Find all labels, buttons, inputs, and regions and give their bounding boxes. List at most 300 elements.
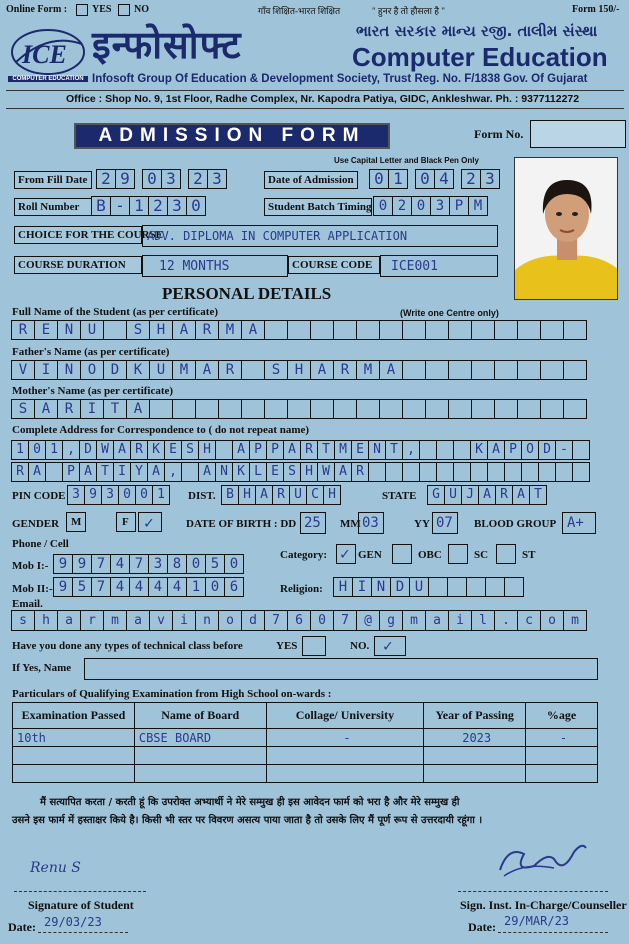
char-cell[interactable]: A [34, 399, 58, 419]
cell-exam[interactable] [13, 747, 135, 765]
char-cell[interactable]: 3 [480, 169, 500, 189]
char-cell[interactable] [572, 462, 590, 482]
char-cell[interactable]: P [266, 440, 284, 460]
category-st-box[interactable] [496, 544, 516, 564]
char-cell[interactable]: A [255, 485, 273, 505]
char-cell[interactable] [45, 462, 63, 482]
char-cell[interactable]: P [249, 440, 267, 460]
char-cell[interactable]: c [517, 610, 541, 631]
cell-percentage[interactable] [526, 765, 598, 783]
gender-male-label: M [71, 516, 82, 528]
char-cell[interactable] [517, 399, 541, 419]
char-cell[interactable]: 0 [142, 169, 162, 189]
char-cell[interactable] [425, 399, 449, 419]
char-cell[interactable]: d [241, 610, 265, 631]
char-cell[interactable]: J [461, 485, 479, 505]
char-cell[interactable]: 1 [45, 440, 63, 460]
char-cell[interactable]: o [540, 610, 564, 631]
mob1-cells[interactable] [54, 554, 244, 574]
char-cell[interactable] [379, 399, 403, 419]
char-cell[interactable] [379, 320, 403, 340]
char-cell[interactable] [447, 577, 467, 597]
char-cell[interactable]: H [238, 485, 256, 505]
char-cell[interactable] [428, 577, 448, 597]
char-cell[interactable]: E [164, 440, 182, 460]
address-line1-cells[interactable] [12, 440, 590, 460]
char-cell[interactable] [195, 399, 219, 419]
char-cell[interactable]: V [11, 360, 35, 380]
char-cell[interactable]: W [96, 440, 114, 460]
char-cell[interactable] [504, 577, 524, 597]
char-cell[interactable] [517, 320, 541, 340]
char-cell[interactable]: i [448, 610, 472, 631]
char-cell[interactable]: - [555, 440, 573, 460]
brand-gujarati: ભારત સરકાર માન્ય રજી. તાલીમ સંસ્થા [356, 22, 598, 40]
char-cell[interactable]: 2 [392, 196, 412, 216]
char-cell[interactable]: A [241, 320, 265, 340]
dob-month-field[interactable] [358, 512, 384, 534]
char-cell[interactable]: A [310, 360, 334, 380]
char-cell[interactable]: g [379, 610, 403, 631]
char-cell[interactable]: 0 [415, 169, 435, 189]
char-cell[interactable]: 1 [186, 577, 206, 597]
instruction-text: Use Capital Letter and Black Pen Only [334, 156, 479, 165]
char-cell[interactable]: N [57, 320, 81, 340]
char-cell[interactable] [563, 399, 587, 419]
char-cell[interactable] [466, 577, 486, 597]
char-cell[interactable]: C [306, 485, 324, 505]
char-cell[interactable] [215, 440, 233, 460]
char-cell[interactable]: A [379, 360, 403, 380]
char-cell[interactable]: D [79, 440, 97, 460]
gender-male-box[interactable] [66, 512, 86, 532]
char-cell[interactable] [471, 360, 495, 380]
dist-cells[interactable] [222, 485, 341, 505]
char-cell[interactable] [419, 440, 437, 460]
char-cell[interactable]: 2 [188, 169, 208, 189]
char-cell[interactable] [402, 462, 420, 482]
char-cell[interactable]: h [34, 610, 58, 631]
char-cell[interactable]: T [385, 440, 403, 460]
char-cell[interactable]: H [333, 577, 353, 597]
char-cell[interactable]: D [390, 577, 410, 597]
char-cell[interactable]: K [232, 462, 250, 482]
char-cell[interactable] [103, 320, 127, 340]
char-cell[interactable]: - [110, 196, 130, 216]
char-cell[interactable]: 3 [207, 169, 227, 189]
char-cell[interactable]: H [287, 360, 311, 380]
char-cell[interactable]: E [266, 462, 284, 482]
pin-code-cells[interactable] [68, 485, 170, 505]
char-cell[interactable]: N [215, 462, 233, 482]
full-name-cells[interactable] [12, 320, 587, 340]
char-cell[interactable]: 7 [264, 610, 288, 631]
char-cell[interactable] [333, 320, 357, 340]
char-cell[interactable]: A [113, 440, 131, 460]
char-cell[interactable]: A [195, 360, 219, 380]
char-cell[interactable]: T [96, 462, 114, 482]
char-cell[interactable]: r [80, 610, 104, 631]
char-cell[interactable] [356, 320, 380, 340]
char-cell[interactable]: 3 [430, 196, 450, 216]
cell-board[interactable] [134, 765, 266, 783]
roll-number-cells[interactable] [92, 196, 206, 216]
char-cell[interactable]: R [130, 440, 148, 460]
char-cell[interactable]: a [425, 610, 449, 631]
online-no-checkbox[interactable] [118, 4, 130, 16]
char-cell[interactable]: 9 [84, 485, 102, 505]
char-cell[interactable]: L [249, 462, 267, 482]
char-cell[interactable]: N [57, 360, 81, 380]
email-cells[interactable] [12, 610, 587, 631]
char-cell[interactable] [540, 320, 564, 340]
char-cell[interactable] [521, 462, 539, 482]
char-cell[interactable]: 2 [96, 169, 116, 189]
char-cell[interactable]: G [427, 485, 445, 505]
char-cell[interactable]: R [11, 462, 29, 482]
char-cell[interactable]: 0 [373, 196, 393, 216]
char-cell[interactable]: U [80, 320, 104, 340]
cell-exam[interactable]: 10th [13, 729, 135, 747]
char-cell[interactable]: 3 [148, 554, 168, 574]
char-cell[interactable]: o [218, 610, 242, 631]
char-cell[interactable] [494, 399, 518, 419]
char-cell[interactable] [425, 320, 449, 340]
char-cell[interactable]: A [126, 399, 150, 419]
from-fill-date-cells[interactable] [97, 169, 227, 189]
char-cell[interactable]: T [317, 440, 335, 460]
char-cell[interactable]: H [323, 485, 341, 505]
char-cell[interactable] [149, 399, 173, 419]
char-cell[interactable]: 1 [11, 440, 29, 460]
char-cell[interactable]: R [11, 320, 35, 340]
cell-university[interactable]: - [266, 729, 424, 747]
char-cell[interactable]: I [352, 577, 372, 597]
form-no-field[interactable] [530, 120, 626, 148]
char-cell[interactable] [448, 360, 472, 380]
char-cell[interactable]: 9 [53, 554, 73, 574]
char-cell[interactable]: a [57, 610, 81, 631]
char-cell[interactable]: A [334, 462, 352, 482]
cell-percentage[interactable]: - [526, 729, 598, 747]
course-duration-field[interactable] [142, 255, 288, 277]
char-cell[interactable] [517, 360, 541, 380]
blood-group-field[interactable] [562, 512, 596, 534]
char-cell[interactable]: 2 [148, 196, 168, 216]
char-cell[interactable]: A [232, 440, 250, 460]
char-cell[interactable]: a [126, 610, 150, 631]
col-exam-passed: Examination Passed [13, 703, 135, 729]
char-cell[interactable]: 0 [186, 554, 206, 574]
cell-board[interactable]: CBSE BOARD [134, 729, 266, 747]
char-cell[interactable]: A [147, 462, 165, 482]
char-cell[interactable]: A [512, 485, 530, 505]
char-cell[interactable]: 4 [110, 554, 130, 574]
char-cell[interactable] [555, 462, 573, 482]
char-cell[interactable]: E [351, 440, 369, 460]
char-cell[interactable]: 0 [310, 610, 334, 631]
char-cell[interactable]: O [80, 360, 104, 380]
char-cell[interactable]: A [283, 440, 301, 460]
char-cell[interactable]: 0 [186, 196, 206, 216]
char-cell[interactable]: 7 [129, 554, 149, 574]
char-cell[interactable]: A [28, 462, 46, 482]
char-cell[interactable]: M [218, 320, 242, 340]
char-cell[interactable]: 2 [461, 169, 481, 189]
char-cell[interactable] [563, 320, 587, 340]
if-yes-label: If Yes, Name [12, 662, 72, 674]
char-cell[interactable]: S [181, 440, 199, 460]
char-cell[interactable] [218, 399, 242, 419]
cell-university[interactable] [266, 747, 424, 765]
char-cell[interactable]: 6 [224, 577, 244, 597]
char-cell[interactable] [436, 462, 454, 482]
char-cell[interactable] [241, 360, 265, 380]
char-cell[interactable] [448, 320, 472, 340]
char-cell[interactable]: T [529, 485, 547, 505]
char-cell[interactable] [471, 320, 495, 340]
char-cell[interactable]: m [402, 610, 426, 631]
char-cell[interactable]: M [468, 196, 488, 216]
char-cell[interactable]: M [356, 360, 380, 380]
char-cell[interactable] [494, 320, 518, 340]
char-cell[interactable] [540, 399, 564, 419]
char-cell[interactable]: E [34, 320, 58, 340]
char-cell[interactable]: K [470, 440, 488, 460]
char-cell[interactable]: 5 [72, 577, 92, 597]
char-cell[interactable] [436, 440, 454, 460]
char-cell[interactable]: , [164, 462, 182, 482]
cell-percentage[interactable] [526, 747, 598, 765]
char-cell[interactable] [572, 440, 590, 460]
char-cell[interactable]: S [264, 360, 288, 380]
char-cell[interactable]: R [333, 360, 357, 380]
char-cell[interactable]: U [289, 485, 307, 505]
char-cell[interactable] [287, 399, 311, 419]
char-cell[interactable] [425, 360, 449, 380]
char-cell[interactable]: 0 [369, 169, 389, 189]
char-cell[interactable] [356, 399, 380, 419]
char-cell[interactable]: A [79, 462, 97, 482]
cell-year[interactable] [424, 747, 526, 765]
category-sc-box[interactable] [448, 544, 468, 564]
char-cell[interactable]: 3 [101, 485, 119, 505]
char-cell[interactable]: . [494, 610, 518, 631]
char-cell[interactable]: 9 [72, 554, 92, 574]
char-cell[interactable]: R [300, 440, 318, 460]
char-cell[interactable]: U [149, 360, 173, 380]
char-cell[interactable]: N [371, 577, 391, 597]
char-cell[interactable] [310, 399, 334, 419]
char-cell[interactable]: 4 [148, 577, 168, 597]
char-cell[interactable]: H [149, 320, 173, 340]
char-cell[interactable]: 7 [91, 577, 111, 597]
char-cell[interactable]: P [449, 196, 469, 216]
char-cell[interactable] [181, 462, 199, 482]
char-cell[interactable] [172, 399, 196, 419]
mother-name-cells[interactable] [12, 399, 587, 419]
char-cell[interactable] [241, 399, 265, 419]
cell-year[interactable] [424, 765, 526, 783]
char-cell[interactable] [453, 440, 471, 460]
char-cell[interactable] [453, 462, 471, 482]
char-cell[interactable]: D [103, 360, 127, 380]
category-label: Category: [280, 549, 328, 561]
mob2-cells[interactable] [54, 577, 244, 597]
char-cell[interactable]: M [172, 360, 196, 380]
char-cell[interactable]: R [272, 485, 290, 505]
char-cell[interactable]: 0 [28, 440, 46, 460]
cell-board[interactable] [134, 747, 266, 765]
char-cell[interactable] [419, 462, 437, 482]
char-cell[interactable] [264, 320, 288, 340]
char-cell[interactable]: A [198, 462, 216, 482]
char-cell[interactable]: R [195, 320, 219, 340]
technical-no-box[interactable] [374, 636, 406, 656]
char-cell[interactable] [287, 320, 311, 340]
char-cell[interactable]: I [113, 462, 131, 482]
char-cell[interactable] [485, 577, 505, 597]
char-cell[interactable] [310, 320, 334, 340]
char-cell[interactable] [494, 360, 518, 380]
char-cell[interactable]: @ [356, 610, 380, 631]
char-cell[interactable]: i [172, 610, 196, 631]
char-cell[interactable]: 7 [91, 554, 111, 574]
char-cell[interactable]: U [409, 577, 429, 597]
category-obc-box[interactable] [392, 544, 412, 564]
char-cell[interactable]: 4 [110, 577, 130, 597]
char-cell[interactable]: , [62, 440, 80, 460]
char-cell[interactable]: R [351, 462, 369, 482]
char-cell[interactable]: 0 [224, 554, 244, 574]
char-cell[interactable]: v [149, 610, 173, 631]
char-cell[interactable]: S [11, 399, 35, 419]
char-cell[interactable]: R [57, 399, 81, 419]
char-cell[interactable]: P [62, 462, 80, 482]
char-cell[interactable]: 7 [333, 610, 357, 631]
char-cell[interactable] [538, 462, 556, 482]
char-cell[interactable] [368, 462, 386, 482]
char-cell[interactable]: 4 [167, 577, 187, 597]
char-cell[interactable]: B [221, 485, 239, 505]
religion-cells[interactable] [334, 577, 524, 597]
date-of-admission-cells[interactable] [370, 169, 500, 189]
char-cell[interactable]: A [478, 485, 496, 505]
char-cell[interactable]: 1 [152, 485, 170, 505]
cell-university[interactable] [266, 765, 424, 783]
char-cell[interactable]: D [538, 440, 556, 460]
char-cell[interactable]: 0 [205, 577, 225, 597]
course-choice-field[interactable] [142, 225, 498, 247]
char-cell[interactable]: m [103, 610, 127, 631]
cell-exam[interactable] [13, 765, 135, 783]
online-yes-checkbox[interactable] [76, 4, 88, 16]
course-code-field[interactable] [380, 255, 498, 277]
dob-day-field[interactable] [300, 512, 326, 534]
char-cell[interactable]: 4 [434, 169, 454, 189]
char-cell[interactable]: I [80, 399, 104, 419]
category-gen-box[interactable] [336, 544, 356, 564]
char-cell[interactable]: S [283, 462, 301, 482]
char-cell[interactable]: K [147, 440, 165, 460]
char-cell[interactable] [333, 399, 357, 419]
char-cell[interactable]: 8 [167, 554, 187, 574]
char-cell[interactable]: m [563, 610, 587, 631]
char-cell[interactable]: 5 [205, 554, 225, 574]
char-cell[interactable]: N [368, 440, 386, 460]
incharge-signature [494, 832, 590, 886]
char-cell[interactable]: 9 [53, 577, 73, 597]
cell-year[interactable]: 2023 [424, 729, 526, 747]
char-cell[interactable] [563, 360, 587, 380]
char-cell[interactable]: 4 [129, 577, 149, 597]
char-cell[interactable] [471, 399, 495, 419]
char-cell[interactable]: H [198, 440, 216, 460]
char-cell[interactable] [448, 399, 472, 419]
char-cell[interactable]: T [103, 399, 127, 419]
char-cell[interactable]: 0 [135, 485, 153, 505]
char-cell[interactable] [504, 462, 522, 482]
char-cell[interactable]: l [471, 610, 495, 631]
address-line2-cells[interactable] [12, 462, 590, 482]
char-cell[interactable]: s [11, 610, 35, 631]
char-cell[interactable]: A [487, 440, 505, 460]
father-name-cells[interactable] [12, 360, 587, 380]
state-cells[interactable] [428, 485, 547, 505]
char-cell[interactable] [264, 399, 288, 419]
char-cell[interactable]: 3 [167, 196, 187, 216]
char-cell[interactable]: 0 [411, 196, 431, 216]
char-cell[interactable]: S [126, 320, 150, 340]
char-cell[interactable]: A [172, 320, 196, 340]
char-cell[interactable]: 0 [118, 485, 136, 505]
technical-yes-box[interactable] [302, 636, 326, 656]
dob-year-field[interactable] [432, 512, 458, 534]
char-cell[interactable] [470, 462, 488, 482]
char-cell[interactable]: O [521, 440, 539, 460]
char-cell[interactable]: 1 [388, 169, 408, 189]
char-cell[interactable]: I [34, 360, 58, 380]
gender-female-check[interactable] [138, 512, 162, 532]
char-cell[interactable]: P [504, 440, 522, 460]
char-cell[interactable]: 3 [161, 169, 181, 189]
if-yes-name-field[interactable] [84, 658, 598, 680]
char-cell[interactable] [402, 399, 426, 419]
char-cell[interactable]: W [317, 462, 335, 482]
char-cell[interactable]: R [495, 485, 513, 505]
char-cell[interactable]: B [91, 196, 111, 216]
char-cell[interactable]: 9 [115, 169, 135, 189]
batch-timing-cells[interactable] [374, 196, 488, 216]
char-cell[interactable]: n [195, 610, 219, 631]
char-cell[interactable]: M [334, 440, 352, 460]
char-cell[interactable] [487, 462, 505, 482]
char-cell[interactable] [402, 320, 426, 340]
char-cell[interactable]: H [300, 462, 318, 482]
char-cell[interactable]: R [218, 360, 242, 380]
char-cell[interactable]: U [444, 485, 462, 505]
char-cell[interactable]: 1 [129, 196, 149, 216]
char-cell[interactable]: K [126, 360, 150, 380]
gender-female-box[interactable] [116, 512, 136, 532]
char-cell[interactable]: , [402, 440, 420, 460]
char-cell[interactable]: 6 [287, 610, 311, 631]
char-cell[interactable]: 3 [67, 485, 85, 505]
char-cell[interactable] [385, 462, 403, 482]
char-cell[interactable] [402, 360, 426, 380]
char-cell[interactable] [540, 360, 564, 380]
char-cell[interactable]: Y [130, 462, 148, 482]
